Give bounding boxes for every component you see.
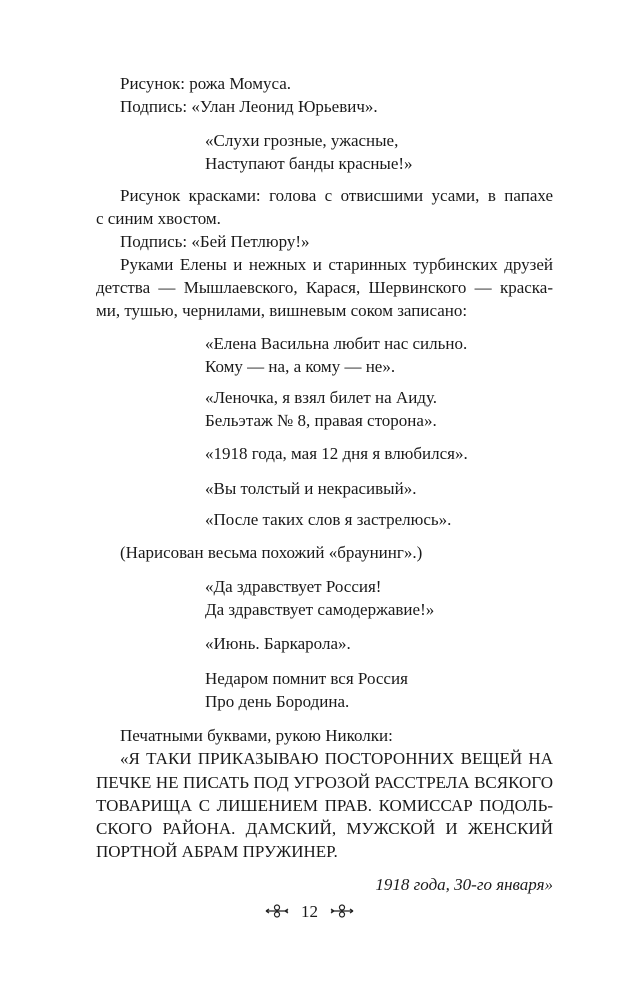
verse-line: «Елена Васильна любит нас сильно. <box>205 334 468 353</box>
verse-line: Наступают банды красные!» <box>205 154 413 173</box>
verse-line: Недаром помнит вся Россия <box>205 669 408 688</box>
page-footer <box>0 900 619 925</box>
verse-line: «После таких слов я застрелюсь». <box>205 510 452 529</box>
verse-line: Да здравствует самодержавие!» <box>205 600 435 619</box>
verse-line: «Да здравствует Россия! <box>205 577 382 596</box>
verse-line: «Вы толстый и некрасивый». <box>205 479 417 498</box>
caps-line: СКОГО РАЙОНА. ДАМСКИЙ, МУЖСКОЙ И ЖЕНСКИЙ <box>96 819 553 838</box>
text-line: Рисунок красками: голова с отвисшими усами, в папахе <box>120 186 553 205</box>
page-number: 12 <box>301 902 318 921</box>
text-line: (Нарисован весьма похожий «браунинг».) <box>120 543 423 562</box>
date-signature: 1918 года, 30-го января» <box>375 875 553 894</box>
caps-line: ПОРТНОЙ АБРАМ ПРУЖИНЕР. <box>96 842 338 861</box>
verse-line: «Слухи грозные, ужасные, <box>205 131 399 150</box>
caps-line: ТОВАРИЩА С ЛИШЕНИЕМ ПРАВ. КОМИССАР ПОДОЛЬ- <box>96 796 553 815</box>
text-line: Печатными буквами, рукою Николки: <box>120 726 393 745</box>
text-line: Рисунок: рожа Момуса. <box>120 74 291 93</box>
caps-line: ПЕЧКЕ НЕ ПИСАТЬ ПОД УГРОЗОЙ РАССТРЕЛА ВСЯКОГО <box>96 773 553 792</box>
text-line: Руками Елены и нежных и старинных турбинских друзей <box>120 255 553 274</box>
verse-line: Кому — на, а кому — не». <box>205 357 396 376</box>
text-line: Подпись: «Улан Леонид Юрьевич». <box>120 97 378 116</box>
verse-line: «Июнь. Баркарола». <box>205 634 351 653</box>
text-line: Подпись: «Бей Петлюру!» <box>120 232 310 251</box>
text-line: ми, тушью, чернилами, вишневым соком записано: <box>96 301 468 320</box>
text-line: детства — Мышлаевского, Карася, Шервинского — краска- <box>96 278 553 297</box>
text-line: с синим хвостом. <box>96 209 221 228</box>
verse-line: «Леночка, я взял билет на Аиду. <box>205 388 437 407</box>
verse-line: Про день Бородина. <box>205 692 350 711</box>
caps-line: «Я ТАКИ ПРИКАЗЫВАЮ ПОСТОРОННИХ ВЕЩЕЙ НА <box>120 749 553 768</box>
ornament-right-icon <box>330 901 354 925</box>
ornament-left-icon <box>265 901 289 925</box>
verse-line: «1918 года, мая 12 дня я влюбился». <box>205 444 468 463</box>
verse-line: Бельэтаж № 8, правая сторона». <box>205 411 437 430</box>
